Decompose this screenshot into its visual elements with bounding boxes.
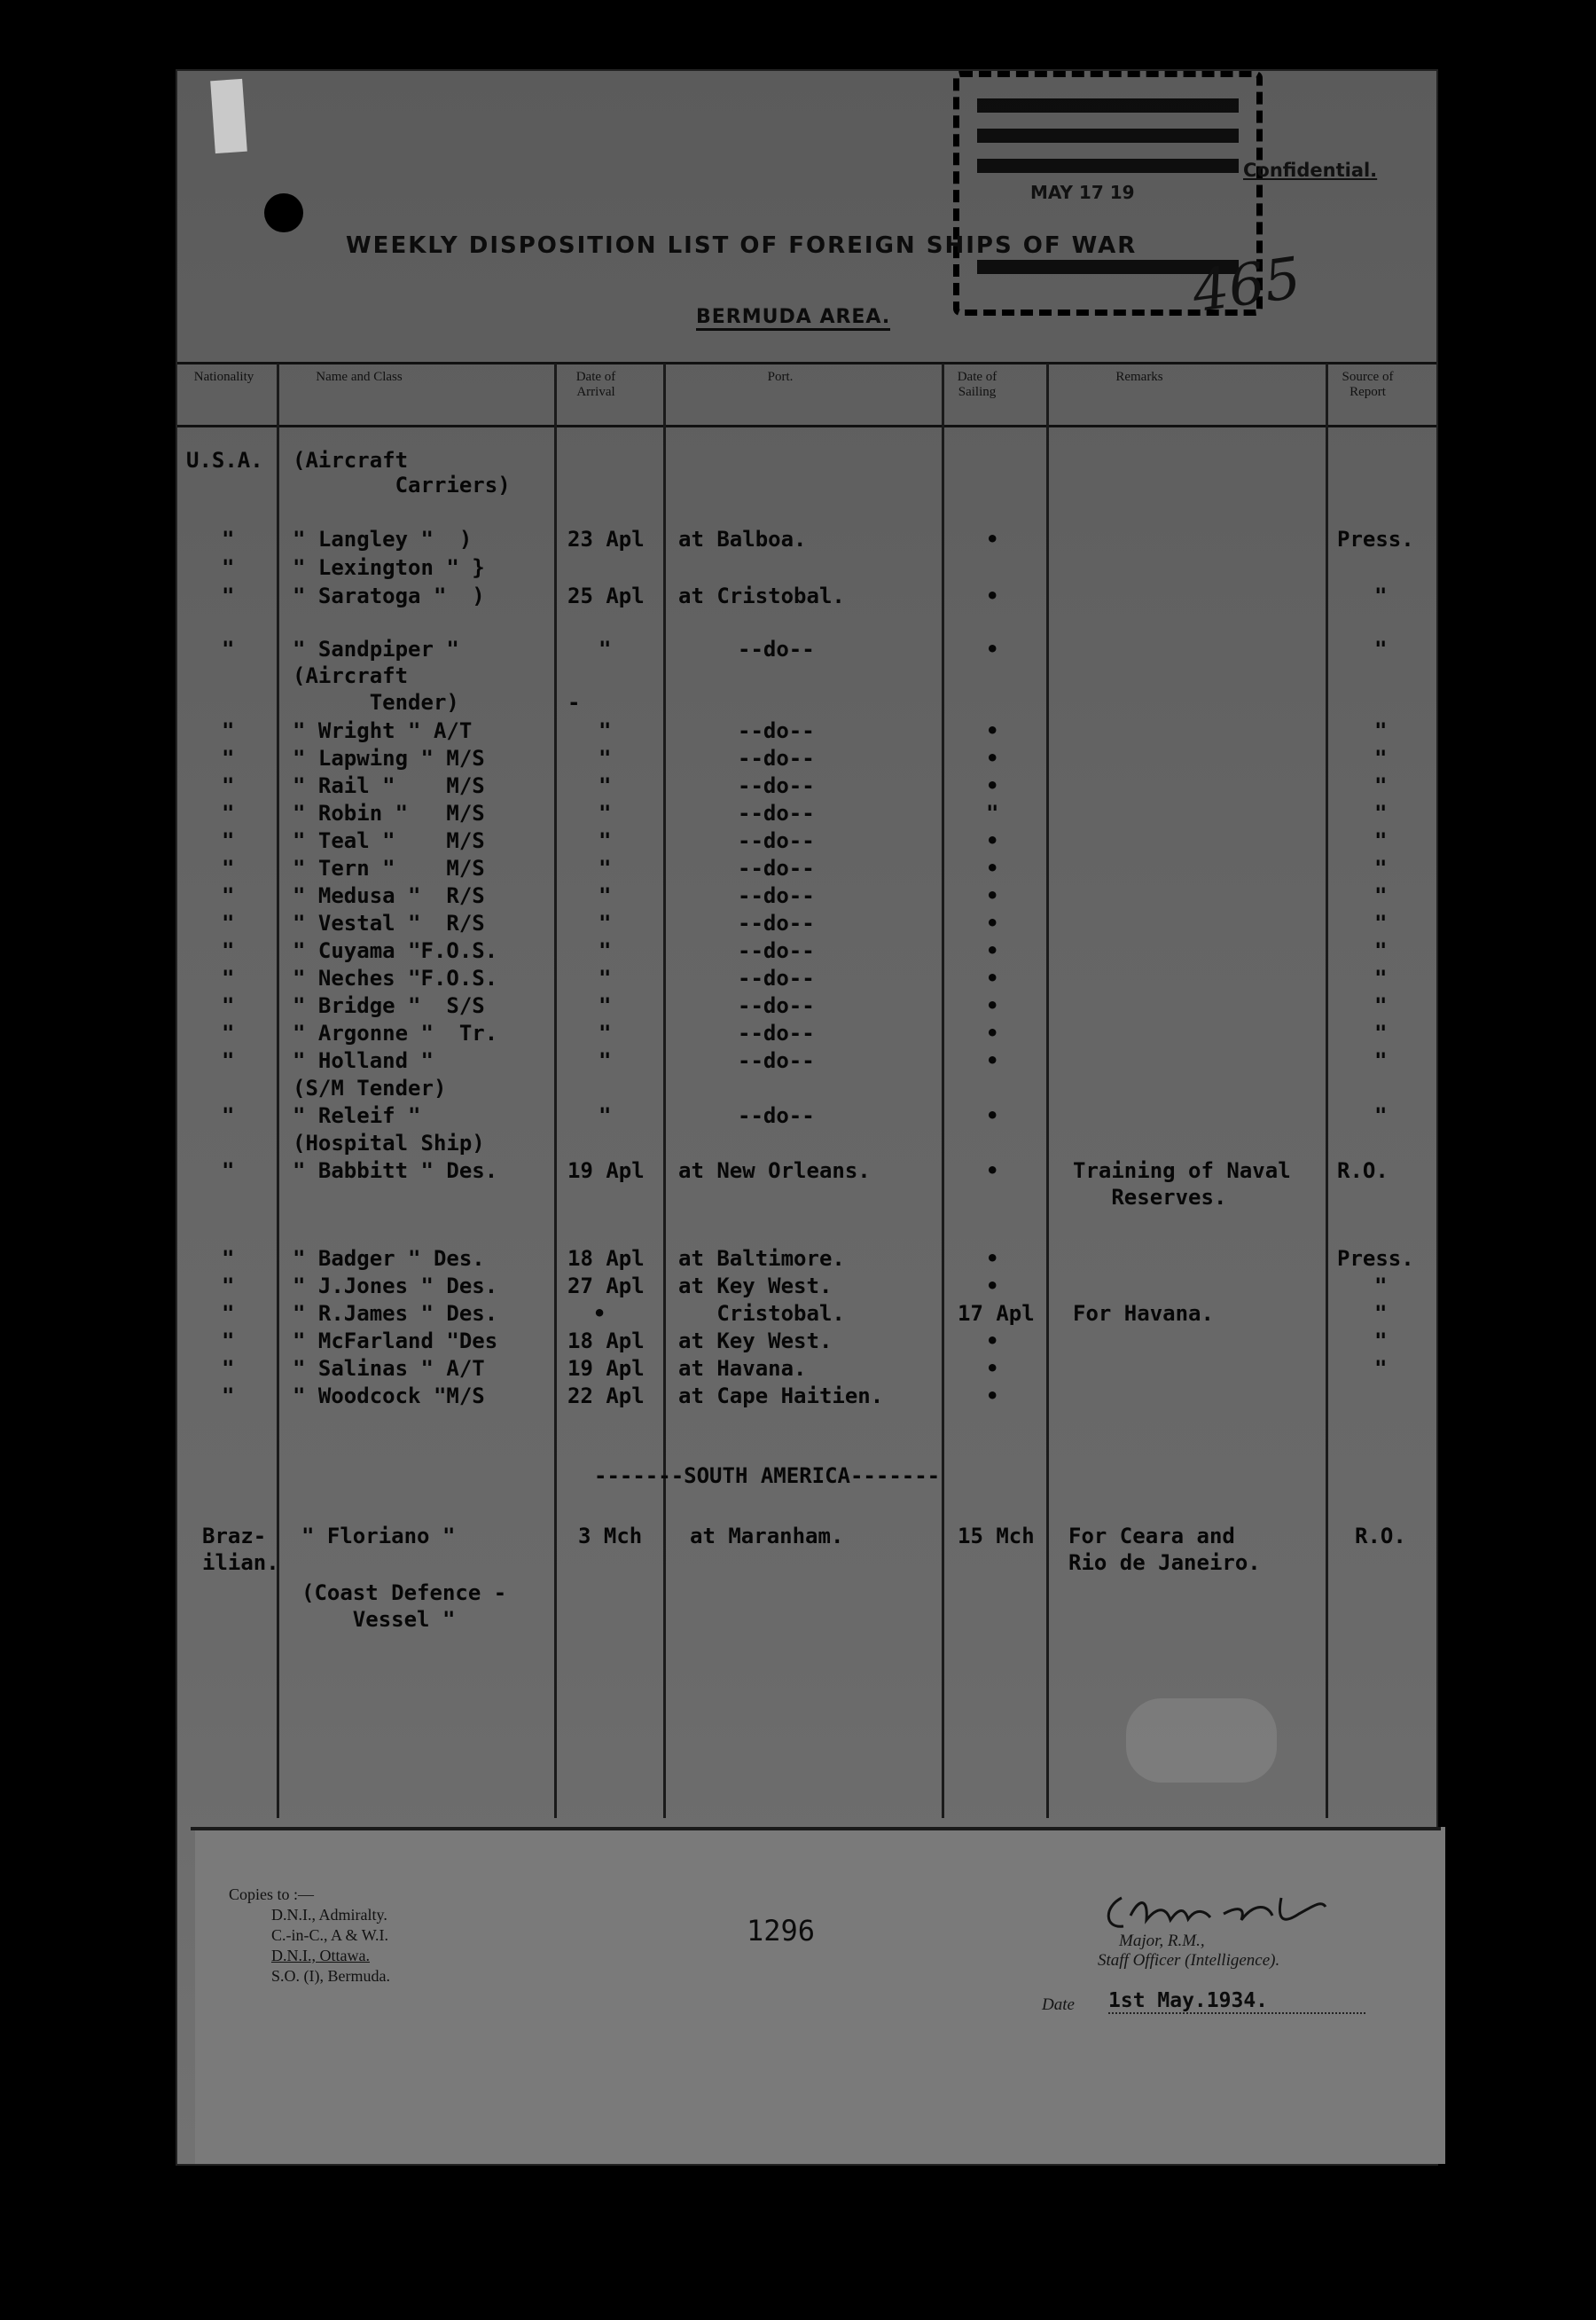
row-ship-name: " Sandpiper " [293, 637, 459, 662]
row-nationality: " [222, 1383, 235, 1408]
row-source: " [1374, 1048, 1388, 1073]
row-source: " [1374, 1103, 1388, 1128]
row-port: --do-- [738, 746, 815, 771]
row-ship-name: " McFarland "Des [293, 1329, 498, 1353]
row-arrival: " [598, 911, 612, 936]
row-arrival: 19 Apl [567, 1356, 645, 1381]
row-arrival: " [598, 1048, 612, 1073]
row-nationality: " [222, 1301, 235, 1326]
row-source: " [1374, 773, 1388, 798]
row-ship-name: " Babbitt " Des. [293, 1158, 498, 1183]
row-arrival: " [598, 746, 612, 771]
row-arrival: • [567, 1301, 606, 1326]
brazil-arrival: 3 Mch [578, 1524, 643, 1548]
row-arrival: - [567, 690, 581, 715]
row-arrival: " [598, 1103, 612, 1128]
column-divider [1046, 364, 1049, 1818]
row-ship-name: (Hospital Ship) [293, 1131, 485, 1156]
row-arrival: " [598, 938, 612, 963]
column-divider [663, 364, 666, 1818]
row-sailing: • [986, 1383, 999, 1408]
row-arrival: 25 Apl [567, 584, 645, 608]
row-ship-name: " Releif " [293, 1103, 421, 1128]
row-sailing: • [986, 527, 999, 552]
handwritten-number: 465 [1188, 245, 1305, 326]
row-sailing: • [986, 856, 999, 881]
row-sailing: • [986, 1356, 999, 1381]
row-port: --do-- [738, 883, 815, 908]
row-port: --do-- [738, 966, 815, 991]
brazil-nationality-line2: ilian. [202, 1550, 279, 1575]
row-port: --do-- [738, 828, 815, 853]
row-port: --do-- [738, 1103, 815, 1128]
column-divider [277, 364, 279, 1818]
row-port: at Key West. [678, 1274, 833, 1298]
row-nationality: " [222, 527, 235, 552]
stamp-date: MAY 17 19 [1030, 182, 1135, 203]
row-arrival: " [598, 856, 612, 881]
row-nationality: " [222, 555, 235, 580]
date-value: 1st May.1934. [1108, 1989, 1365, 2014]
paper-tab [210, 79, 247, 153]
row-port: at Havana. [678, 1356, 807, 1381]
row-source: " [1374, 1329, 1388, 1353]
row-nationality: " [222, 637, 235, 662]
row-port: at Cape Haitien. [678, 1383, 884, 1408]
row-source: " [1374, 1356, 1388, 1381]
copy-recipient: S.O. (I), Bermuda. [271, 1967, 390, 1985]
row-ship-name: " R.James " Des. [293, 1301, 498, 1326]
row-sailing: • [986, 1274, 999, 1298]
row-ship-name: " Neches "F.O.S. [293, 966, 498, 991]
row-sailing: • [986, 1021, 999, 1046]
row-ship-name: " Lapwing " M/S [293, 746, 485, 771]
row-nationality: " [222, 938, 235, 963]
page-title: WEEKLY DISPOSITION LIST OF FOREIGN SHIPS OF WAR [346, 232, 1138, 259]
row-port: --do-- [738, 773, 815, 798]
row-nationality: " [222, 718, 235, 743]
row-port: --do-- [738, 801, 815, 826]
column-header-sailing: Date of Sailing [957, 370, 998, 399]
row-arrival: " [598, 801, 612, 826]
row-ship-name: " Woodcock "M/S [293, 1383, 485, 1408]
row-sailing: • [986, 828, 999, 853]
row-sailing: 17 Apl [958, 1301, 1035, 1326]
row-ship-name: " Argonne " Tr. [293, 1021, 498, 1046]
row-source: R.O. [1337, 1158, 1389, 1183]
row-ship-name: " Bridge " S/S [293, 993, 485, 1018]
row-ship-name: (Aircraft [293, 663, 409, 688]
row-ship-name: " Holland " [293, 1048, 434, 1073]
row-sailing: • [986, 584, 999, 608]
row-port: --do-- [738, 938, 815, 963]
row-nationality: " [222, 1158, 235, 1183]
column-header-port: Port. [767, 370, 794, 384]
row-remarks: Reserves. [1073, 1185, 1227, 1210]
row-ship-name: " J.Jones " Des. [293, 1274, 498, 1298]
row-source: " [1374, 828, 1388, 853]
row-sailing: • [986, 938, 999, 963]
row-source: " [1374, 966, 1388, 991]
row-source: " [1374, 1274, 1388, 1298]
column-header-row [177, 362, 1436, 427]
row-port: --do-- [738, 1048, 815, 1073]
column-divider [1326, 364, 1328, 1818]
row-nationality: " [222, 1246, 235, 1271]
row-ship-name: (S/M Tender) [293, 1076, 447, 1101]
row-nationality: " [222, 1048, 235, 1073]
row-sailing: • [986, 1329, 999, 1353]
column-header-arrival: Date of Arrival [575, 370, 616, 399]
date-label: Date [1042, 1995, 1075, 2014]
section-heading: -------SOUTH AMERICA------- [594, 1463, 941, 1488]
row-port: --do-- [738, 993, 815, 1018]
row-remarks: Training of Naval [1073, 1158, 1291, 1183]
row-arrival: " [598, 966, 612, 991]
row-nationality: " [222, 966, 235, 991]
row-ship-name: " Robin " M/S [293, 801, 485, 826]
row-nationality: " [222, 773, 235, 798]
row-port: --do-- [738, 1021, 815, 1046]
row-nationality: " [222, 828, 235, 853]
brazil-remarks-line1: For Ceara and [1068, 1524, 1235, 1548]
row-ship-name: " Medusa " R/S [293, 883, 485, 908]
row-arrival: 22 Apl [567, 1383, 645, 1408]
row-arrival: " [598, 883, 612, 908]
ink-smudge [1126, 1698, 1277, 1783]
row-sailing: • [986, 746, 999, 771]
row-ship-name: " Vestal " R/S [293, 911, 485, 936]
row-nationality: " [222, 911, 235, 936]
row-arrival: 18 Apl [567, 1329, 645, 1353]
row-source: " [1374, 938, 1388, 963]
column-divider [554, 364, 557, 1818]
row-ship-name: " Rail " M/S [293, 773, 485, 798]
row-nationality: " [222, 1274, 235, 1298]
row-source: Press. [1337, 527, 1414, 552]
brazil-ship-class-line1: (Coast Defence - [301, 1580, 507, 1605]
row-source: " [1374, 801, 1388, 826]
row-nationality: " [222, 584, 235, 608]
row-nationality: " [222, 746, 235, 771]
signatory-rank: Major, R.M., [1119, 1932, 1205, 1950]
row-remarks: For Havana. [1073, 1301, 1214, 1326]
row-nationality: " [222, 1103, 235, 1128]
row-ship-name: " Wright " A/T [293, 718, 473, 743]
brazil-ship-name: " Floriano " [301, 1524, 456, 1548]
row-arrival: 27 Apl [567, 1274, 645, 1298]
row-ship-name: " Teal " M/S [293, 828, 485, 853]
brazil-port: at Maranham. [690, 1524, 844, 1548]
row-sailing: • [986, 1103, 999, 1128]
row-ship-name: Tender) [293, 690, 459, 715]
row-ship-name: " Saratoga " ) [293, 584, 485, 608]
row-arrival: " [598, 773, 612, 798]
signatory-role: Staff Officer (Intelligence). [1098, 1951, 1280, 1970]
row-port: at Baltimore. [678, 1246, 845, 1271]
brazil-source: R.O. [1355, 1524, 1406, 1548]
row-sailing: • [986, 1246, 999, 1271]
row-source: " [1374, 993, 1388, 1018]
row-nationality: " [222, 883, 235, 908]
row-source: " [1374, 911, 1388, 936]
row-port: --do-- [738, 911, 815, 936]
row-ship-name: " Cuyama "F.O.S. [293, 938, 498, 963]
row-ship-name: " Langley " ) [293, 527, 473, 552]
row-arrival: " [598, 718, 612, 743]
row-sailing: • [986, 911, 999, 936]
row-sailing: • [986, 637, 999, 662]
brazil-ship-class-line2: Vessel " [301, 1607, 456, 1632]
column-header-source: Source of Report [1342, 370, 1394, 399]
row-arrival: " [598, 637, 612, 662]
document-number: 1296 [747, 1914, 816, 1948]
row-port: at Balboa. [678, 527, 807, 552]
punch-hole [264, 193, 303, 232]
row-arrival: " [598, 828, 612, 853]
row-nationality: " [222, 1021, 235, 1046]
column-divider [942, 364, 944, 1818]
row-sailing: • [986, 773, 999, 798]
row-arrival: 19 Apl [567, 1158, 645, 1183]
row-source: " [1374, 746, 1388, 771]
row-sailing: • [986, 1158, 999, 1183]
row-arrival: 23 Apl [567, 527, 645, 552]
row-source: " [1374, 718, 1388, 743]
row-ship-name: " Tern " M/S [293, 856, 485, 881]
row-arrival: " [598, 993, 612, 1018]
row-sailing: • [986, 966, 999, 991]
row-source: Press. [1337, 1246, 1414, 1271]
row-source: " [1374, 1301, 1388, 1326]
area-subtitle: BERMUDA AREA. [696, 306, 890, 331]
row-ship-name: " Salinas " A/T [293, 1356, 485, 1381]
row-source: " [1374, 856, 1388, 881]
row-source: " [1374, 1021, 1388, 1046]
row-arrival: " [598, 1021, 612, 1046]
row-ship-name: " Lexington " } [293, 555, 485, 580]
brazil-sailing: 15 Mch [958, 1524, 1035, 1548]
copies-list [229, 1885, 390, 1987]
table-bottom-rule [191, 1827, 1441, 1830]
row-arrival: 18 Apl [567, 1246, 645, 1271]
row-port: --do-- [738, 718, 815, 743]
row-sailing: • [986, 993, 999, 1018]
row-ship-name: (Aircraft [293, 448, 409, 473]
row-port: --do-- [738, 637, 815, 662]
row-nationality: " [222, 1356, 235, 1381]
row-port: at Key West. [678, 1329, 833, 1353]
row-nationality: " [222, 1329, 235, 1353]
column-header-nationality: Nationality [193, 370, 254, 384]
row-nationality: " [222, 993, 235, 1018]
brazil-nationality-line1: Braz- [202, 1524, 267, 1548]
row-port: at New Orleans. [678, 1158, 871, 1183]
row-ship-name: " Badger " Des. [293, 1246, 485, 1271]
row-ship-name: Carriers) [293, 473, 511, 498]
column-header-name: Name and Class [316, 370, 403, 384]
row-port: Cristobal. [678, 1301, 845, 1326]
row-nationality: " [222, 856, 235, 881]
column-header-remarks: Remarks [1115, 370, 1163, 384]
row-sailing: " [986, 801, 999, 826]
copy-recipient: C.-in-C., A & W.I. [271, 1926, 389, 1944]
row-port: --do-- [738, 856, 815, 881]
copies-label: Copies to :— [229, 1885, 315, 1903]
row-nationality: U.S.A. [186, 448, 263, 473]
row-source: " [1374, 637, 1388, 662]
copy-recipient: D.N.I., Admiralty. [271, 1906, 387, 1924]
confidential-label: Confidential. [1243, 160, 1378, 181]
row-nationality: " [222, 801, 235, 826]
row-sailing: • [986, 883, 999, 908]
row-sailing: • [986, 718, 999, 743]
row-source: " [1374, 584, 1388, 608]
row-sailing: • [986, 1048, 999, 1073]
row-port: at Cristobal. [678, 584, 845, 608]
row-source: " [1374, 883, 1388, 908]
copy-recipient: D.N.I., Ottawa. [271, 1947, 370, 1964]
brazil-remarks-line2: Rio de Janeiro. [1068, 1550, 1261, 1575]
